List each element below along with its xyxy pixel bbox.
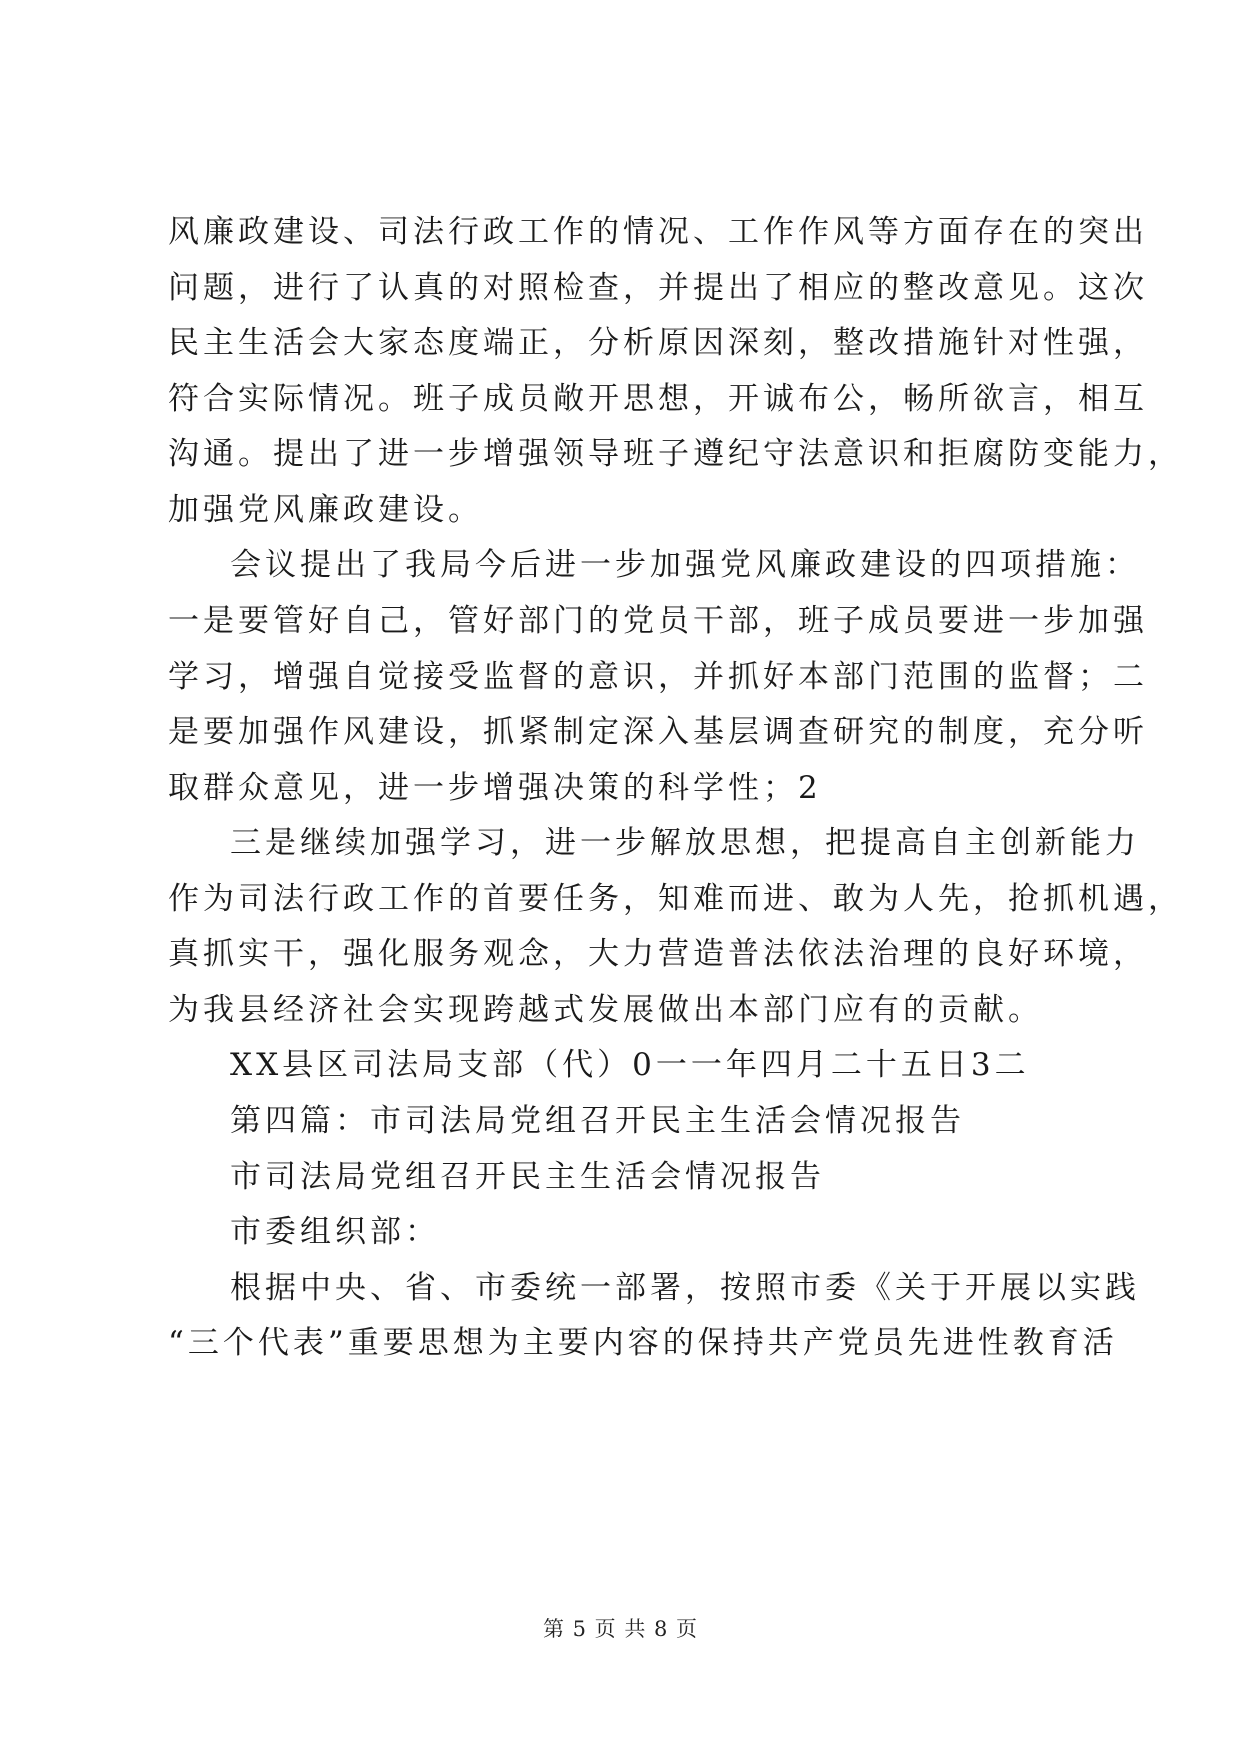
text-line: 民主生活会大家态度端正，分析原因深刻，整改措施针对性强，	[168, 325, 1148, 361]
text-line: 作为司法行政工作的首要任务，知难而进、敢为人先，抢抓机遇，	[168, 881, 1183, 917]
text-line: 取群众意见，进一步增强决策的科学性；2	[168, 770, 822, 806]
paragraph-start-line: 根据中央、省、市委统一部署，按照市委《关于开展以实践	[230, 1270, 1140, 1306]
text-line: 问题，进行了认真的对照检查，并提出了相应的整改意见。这次	[168, 270, 1148, 306]
text-line: 一是要管好自己，管好部门的党员干部，班子成员要进一步加强	[168, 603, 1148, 639]
text-line: 是要加强作风建设，抓紧制定深入基层调查研究的制度，充分听	[168, 714, 1148, 750]
page-number-footer: 第 5 页 共 8 页	[542, 1617, 699, 1641]
text-line: 风廉政建设、司法行政工作的情况、工作作风等方面存在的突出	[168, 214, 1148, 250]
text-line: 加强党风廉政建设。	[168, 492, 483, 528]
paragraph-start-line: 会议提出了我局今后进一步加强党风廉政建设的四项措施：	[230, 547, 1140, 583]
section-heading: 第四篇：市司法局党组召开民主生活会情况报告	[230, 1103, 965, 1139]
text-line: “三个代表”重要思想为主要内容的保持共产党员先进性教育活	[168, 1325, 1118, 1361]
signature-line: XX县区司法局支部（代）0一一年四月二十五日3二	[230, 1047, 1030, 1083]
report-title: 市司法局党组召开民主生活会情况报告	[230, 1159, 825, 1195]
text-line: 真抓实干，强化服务观念，大力营造普法依法治理的良好环境，	[168, 936, 1148, 972]
paragraph-start-line: 三是继续加强学习，进一步解放思想，把提高自主创新能力	[230, 825, 1140, 861]
salutation: 市委组织部：	[230, 1214, 440, 1250]
text-line: 符合实际情况。班子成员敞开思想，开诚布公，畅所欲言，相互	[168, 381, 1148, 417]
text-line: 为我县经济社会实现跨越式发展做出本部门应有的贡献。	[168, 992, 1043, 1028]
text-line: 沟通。提出了进一步增强领导班子遵纪守法意识和拒腐防变能力，	[168, 436, 1183, 472]
text-line: 学习，增强自觉接受监督的意识，并抓好本部门范围的监督；二	[168, 659, 1148, 695]
